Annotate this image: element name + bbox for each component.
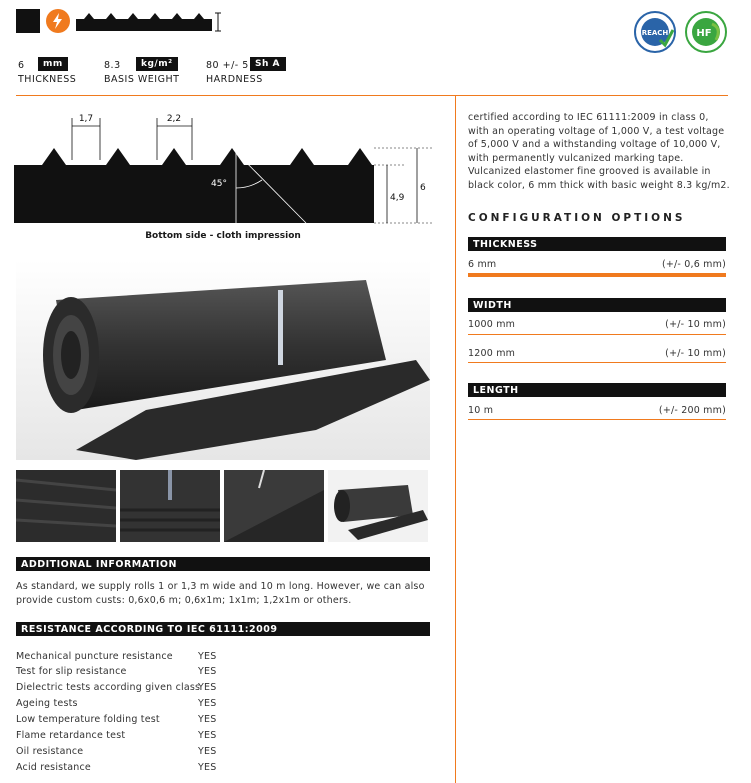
svg-text:HF: HF	[696, 28, 712, 39]
lightning-bolt-icon	[46, 9, 70, 33]
resistance-header: RESISTANCE ACCORDING TO IEC 61111:2009	[16, 622, 430, 636]
diagram-caption: Bottom side - cloth impression	[145, 231, 301, 241]
svg-text:2,2: 2,2	[166, 114, 182, 124]
length-option-header: LENGTH	[468, 383, 726, 397]
width-option-divider	[468, 362, 726, 363]
hardness-value: 80 +/- 5	[206, 60, 249, 71]
thickness-unit: mm	[38, 57, 68, 71]
hardness-label: HARDNESS	[206, 74, 263, 85]
svg-text:6: 6	[420, 183, 426, 193]
svg-text:REACH: REACH	[641, 29, 669, 37]
svg-text:1,7: 1,7	[78, 114, 94, 124]
length-option-divider	[468, 419, 726, 420]
thickness-label: THICKNESS	[18, 74, 77, 85]
thumbnail-1[interactable]	[16, 470, 116, 542]
basis-weight-label: BASIS WEIGHT	[104, 74, 180, 85]
halogen-free-icon	[684, 10, 728, 54]
thumbnail-4[interactable]	[328, 470, 428, 542]
groove-profile-icon	[76, 9, 226, 35]
hardness-unit: Sh A	[250, 57, 286, 71]
black-square-icon	[16, 9, 40, 33]
header-divider	[16, 95, 728, 96]
rubber-mat-roll-photo	[16, 260, 430, 460]
width-option-header: WIDTH	[468, 298, 726, 312]
additional-info-text: As standard, we supply rolls 1 or 1,3 m wide and 10 m long. However, we can also provide custom custs: 0,6x0,6 m; 0,6x1m; 1x1m; 1,2x1m or others.	[16, 581, 425, 606]
additional-info-header: ADDITIONAL INFORMATION	[16, 557, 430, 571]
width-option-row[interactable]: 1200 mm (+/- 10 mm)	[468, 348, 726, 359]
svg-text:4,9: 4,9	[390, 193, 405, 203]
thickness-option-header: THICKNESS	[468, 237, 726, 251]
width-option-row[interactable]: 1000 mm (+/- 10 mm)	[468, 319, 726, 330]
reach-certification-icon	[633, 10, 677, 54]
length-option-row[interactable]: 10 m (+/- 200 mm)	[468, 405, 726, 416]
basis-weight-unit: kg/m²	[136, 57, 178, 71]
certification-text: certified according to IEC 61111:2009 in class 0, with an operating voltage of 1,000 V, a test voltage of 5,000 V and a withstanding voltage of 10,000 V, with permanently vulcanized marking tape. Vulcanized elastomer fine grooved is available in black color, 6 mm thick with basic weight 8.3 kg/m2.	[468, 112, 730, 191]
thickness-option-bar	[468, 273, 726, 277]
thumbnail-2[interactable]	[120, 470, 220, 542]
groove-profile-diagram	[14, 110, 446, 240]
column-divider	[455, 96, 456, 783]
thumbnail-3[interactable]	[224, 470, 324, 542]
basis-weight-value: 8.3	[104, 60, 121, 71]
svg-text:45°: 45°	[211, 179, 227, 189]
width-option-divider	[468, 334, 726, 335]
configuration-options-title: CONFIGURATION OPTIONS	[468, 212, 686, 224]
thickness-value: 6	[18, 60, 25, 71]
thickness-option-row[interactable]: 6 mm (+/- 0,6 mm)	[468, 259, 726, 270]
